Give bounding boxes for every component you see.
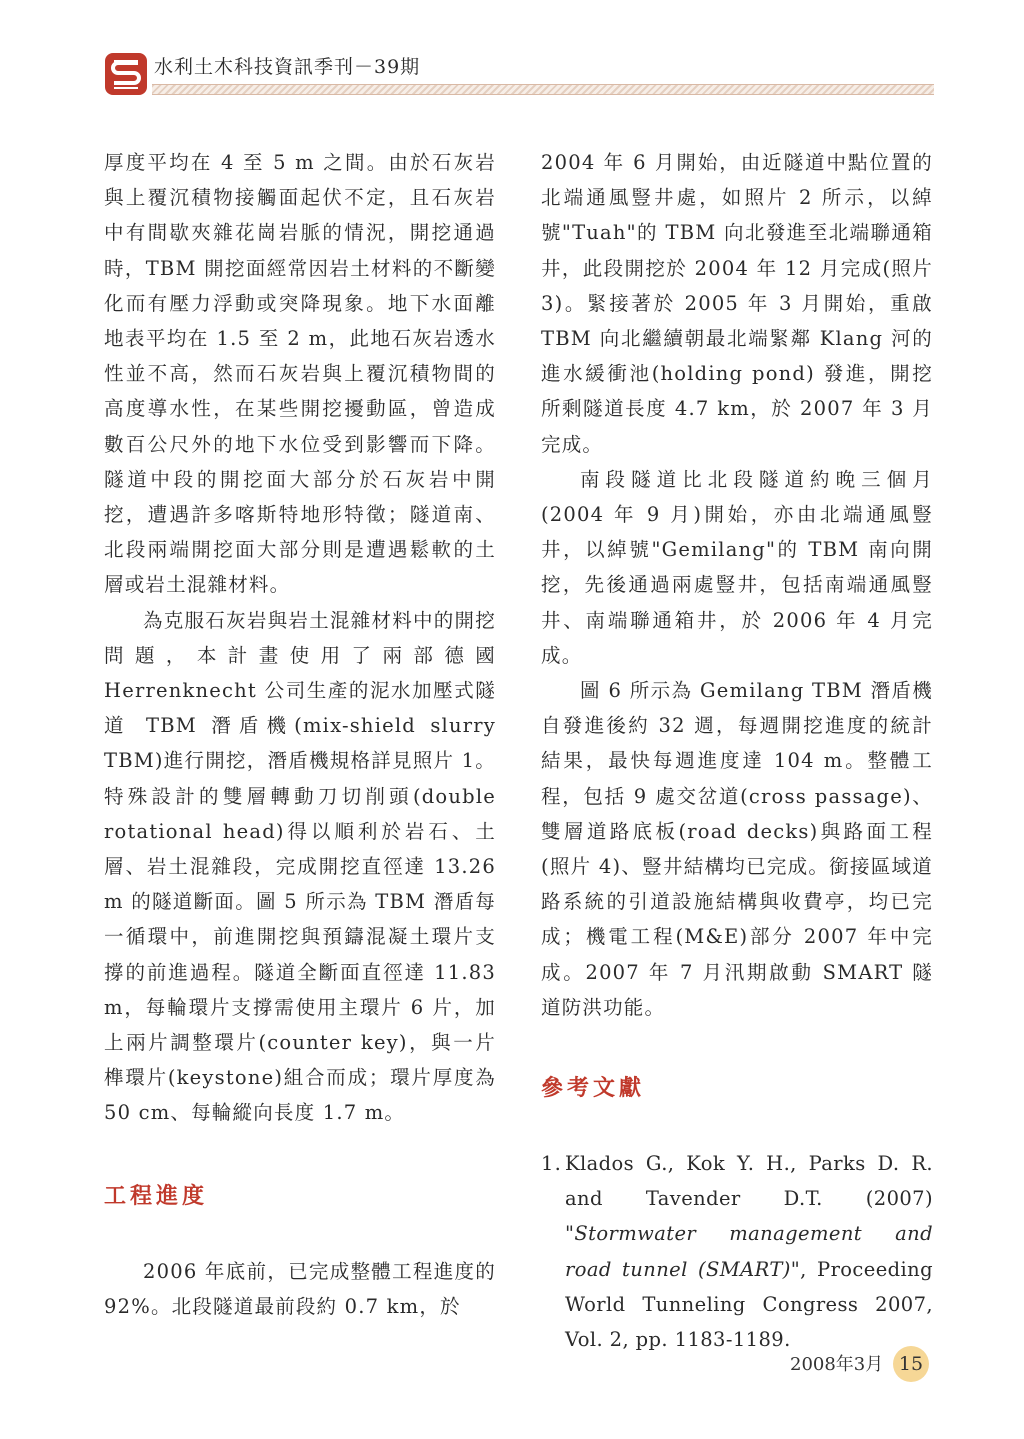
issue-date: 2008年3月 xyxy=(790,1354,884,1375)
body-paragraph: 為克服石灰岩與岩土混雜材料中的開挖問題，本計畫使用了兩部德國 Herrenknecht 公司生產的泥水加壓式隧道 TBM 潛盾機(mix-shield slurry TBM)進行開挖，潛盾機規格詳見照片 1。特殊設計的雙層轉動刀切削頭(double rotational head)得以順利於岩石、土層、岩土混雜段，完成開挖直徑達 13.26 m 的隧道斷面。圖 5 所示為 TBM 潛盾每一循環中，前進開挖與預鑄混凝土環片支撐的前進過程。隧道全斷面直徑達 11.83 m，每輪環片支撐需使用主環片 6 片，加上兩片調整環片(counter key)，與一片榫環片(keystone)組合而成；環片厚度為 50 cm、每輪縱向長度 1.7 m。 xyxy=(104,608,496,1125)
journal-title: 水利土木科技資訊季刊－39期 xyxy=(154,56,421,78)
reference-number: 1. xyxy=(541,1152,563,1176)
body-paragraph: 厚度平均在 4 至 5 m 之間。由於石灰岩與上覆沉積物接觸面起伏不定，且石灰岩中有間歇夾雜花崗岩脈的情況，開挖通過時，TBM 開挖面經常因岩土材料的不斷變化而有壓力浮動或突降現象。地下水面離地表平均在 1.5 至 2 m，此地石灰岩透水性並不高，然而石灰岩與上覆沉積物間的高度導水性，在某些開挖擾動區，曾造成數百公尺外的地下水位受到影響而下降。隧道中段的開挖面大部分於石灰岩中開挖，遭遇許多喀斯特地形特徵；隧道南、北段兩端開挖面大部分則是遭遇鬆軟的土層或岩土混雜材料。 xyxy=(104,151,496,597)
page-number-badge xyxy=(893,1346,929,1382)
reference-details: ", Proceeding World Tunneling Congress 2007, Vol. 2, pp. 1183-1189. xyxy=(565,1257,933,1352)
journal-logo-icon xyxy=(104,52,148,96)
body-paragraph: 南段隧道比北段隧道約晚三個月(2004 年 9 月)開始，亦由北端通風豎井，以綽號"Gemilang"的 TBM 南向開挖，先後通過兩處豎井，包括南端通風豎井、南端聯通箱井，於 2006 年 4 月完成。 xyxy=(541,467,933,667)
page-header xyxy=(104,50,934,102)
page-number: 15 xyxy=(898,1353,924,1375)
section-heading: 工程進度 xyxy=(104,1183,209,1209)
reference-authors: Klados G., Kok Y. H., Parks D. R. and Tavender D.T. (2007) " xyxy=(565,1152,933,1246)
references-heading: 參考文獻 xyxy=(541,1076,646,1102)
body-paragraph: 2006 年底前，已完成整體工程進度的 92%。北段隧道最前段約 0.7 km，於 xyxy=(104,1259,496,1318)
reference-title: Stormwater management and road tunnel (SMART) xyxy=(565,1222,933,1281)
right-column xyxy=(541,145,933,1357)
reference-item xyxy=(541,1146,933,1357)
reference-text xyxy=(565,1146,933,1357)
header-decorative-band xyxy=(152,84,934,95)
body-paragraph: 圖 6 所示為 Gemilang TBM 潛盾機自發進後約 32 週，每週開挖進度的統計結果，最快每週進度達 104 m。整體工程，包括 9 處交岔道(cross passage)、雙層道路底板(road decks)與路面工程(照片 4)、豎井結構均已完成。銜接區域道路系統的引道設施結構與收費亭，均已完成；機電工程(M&E)部分 2007 年中完成。2007 年 7 月汛期啟動 SMART 隧道防洪功能。 xyxy=(541,679,933,1019)
body-paragraph: 2004 年 6 月開始，由近隧道中點位置的北端通風豎井處，如照片 2 所示，以綽號"Tuah"的 TBM 向北發進至北端聯通箱井，此段開挖於 2004 年 12 月完成(照片 3)。緊接著於 2005 年 3 月開始，重啟 TBM 向北繼續朝最北端緊鄰 Klang 河的進水緩衝池(holding pond) 發進，開挖所剩隧道長度 4.7 km，於 2007 年 3 月完成。 xyxy=(541,151,933,456)
left-column xyxy=(104,145,496,1324)
